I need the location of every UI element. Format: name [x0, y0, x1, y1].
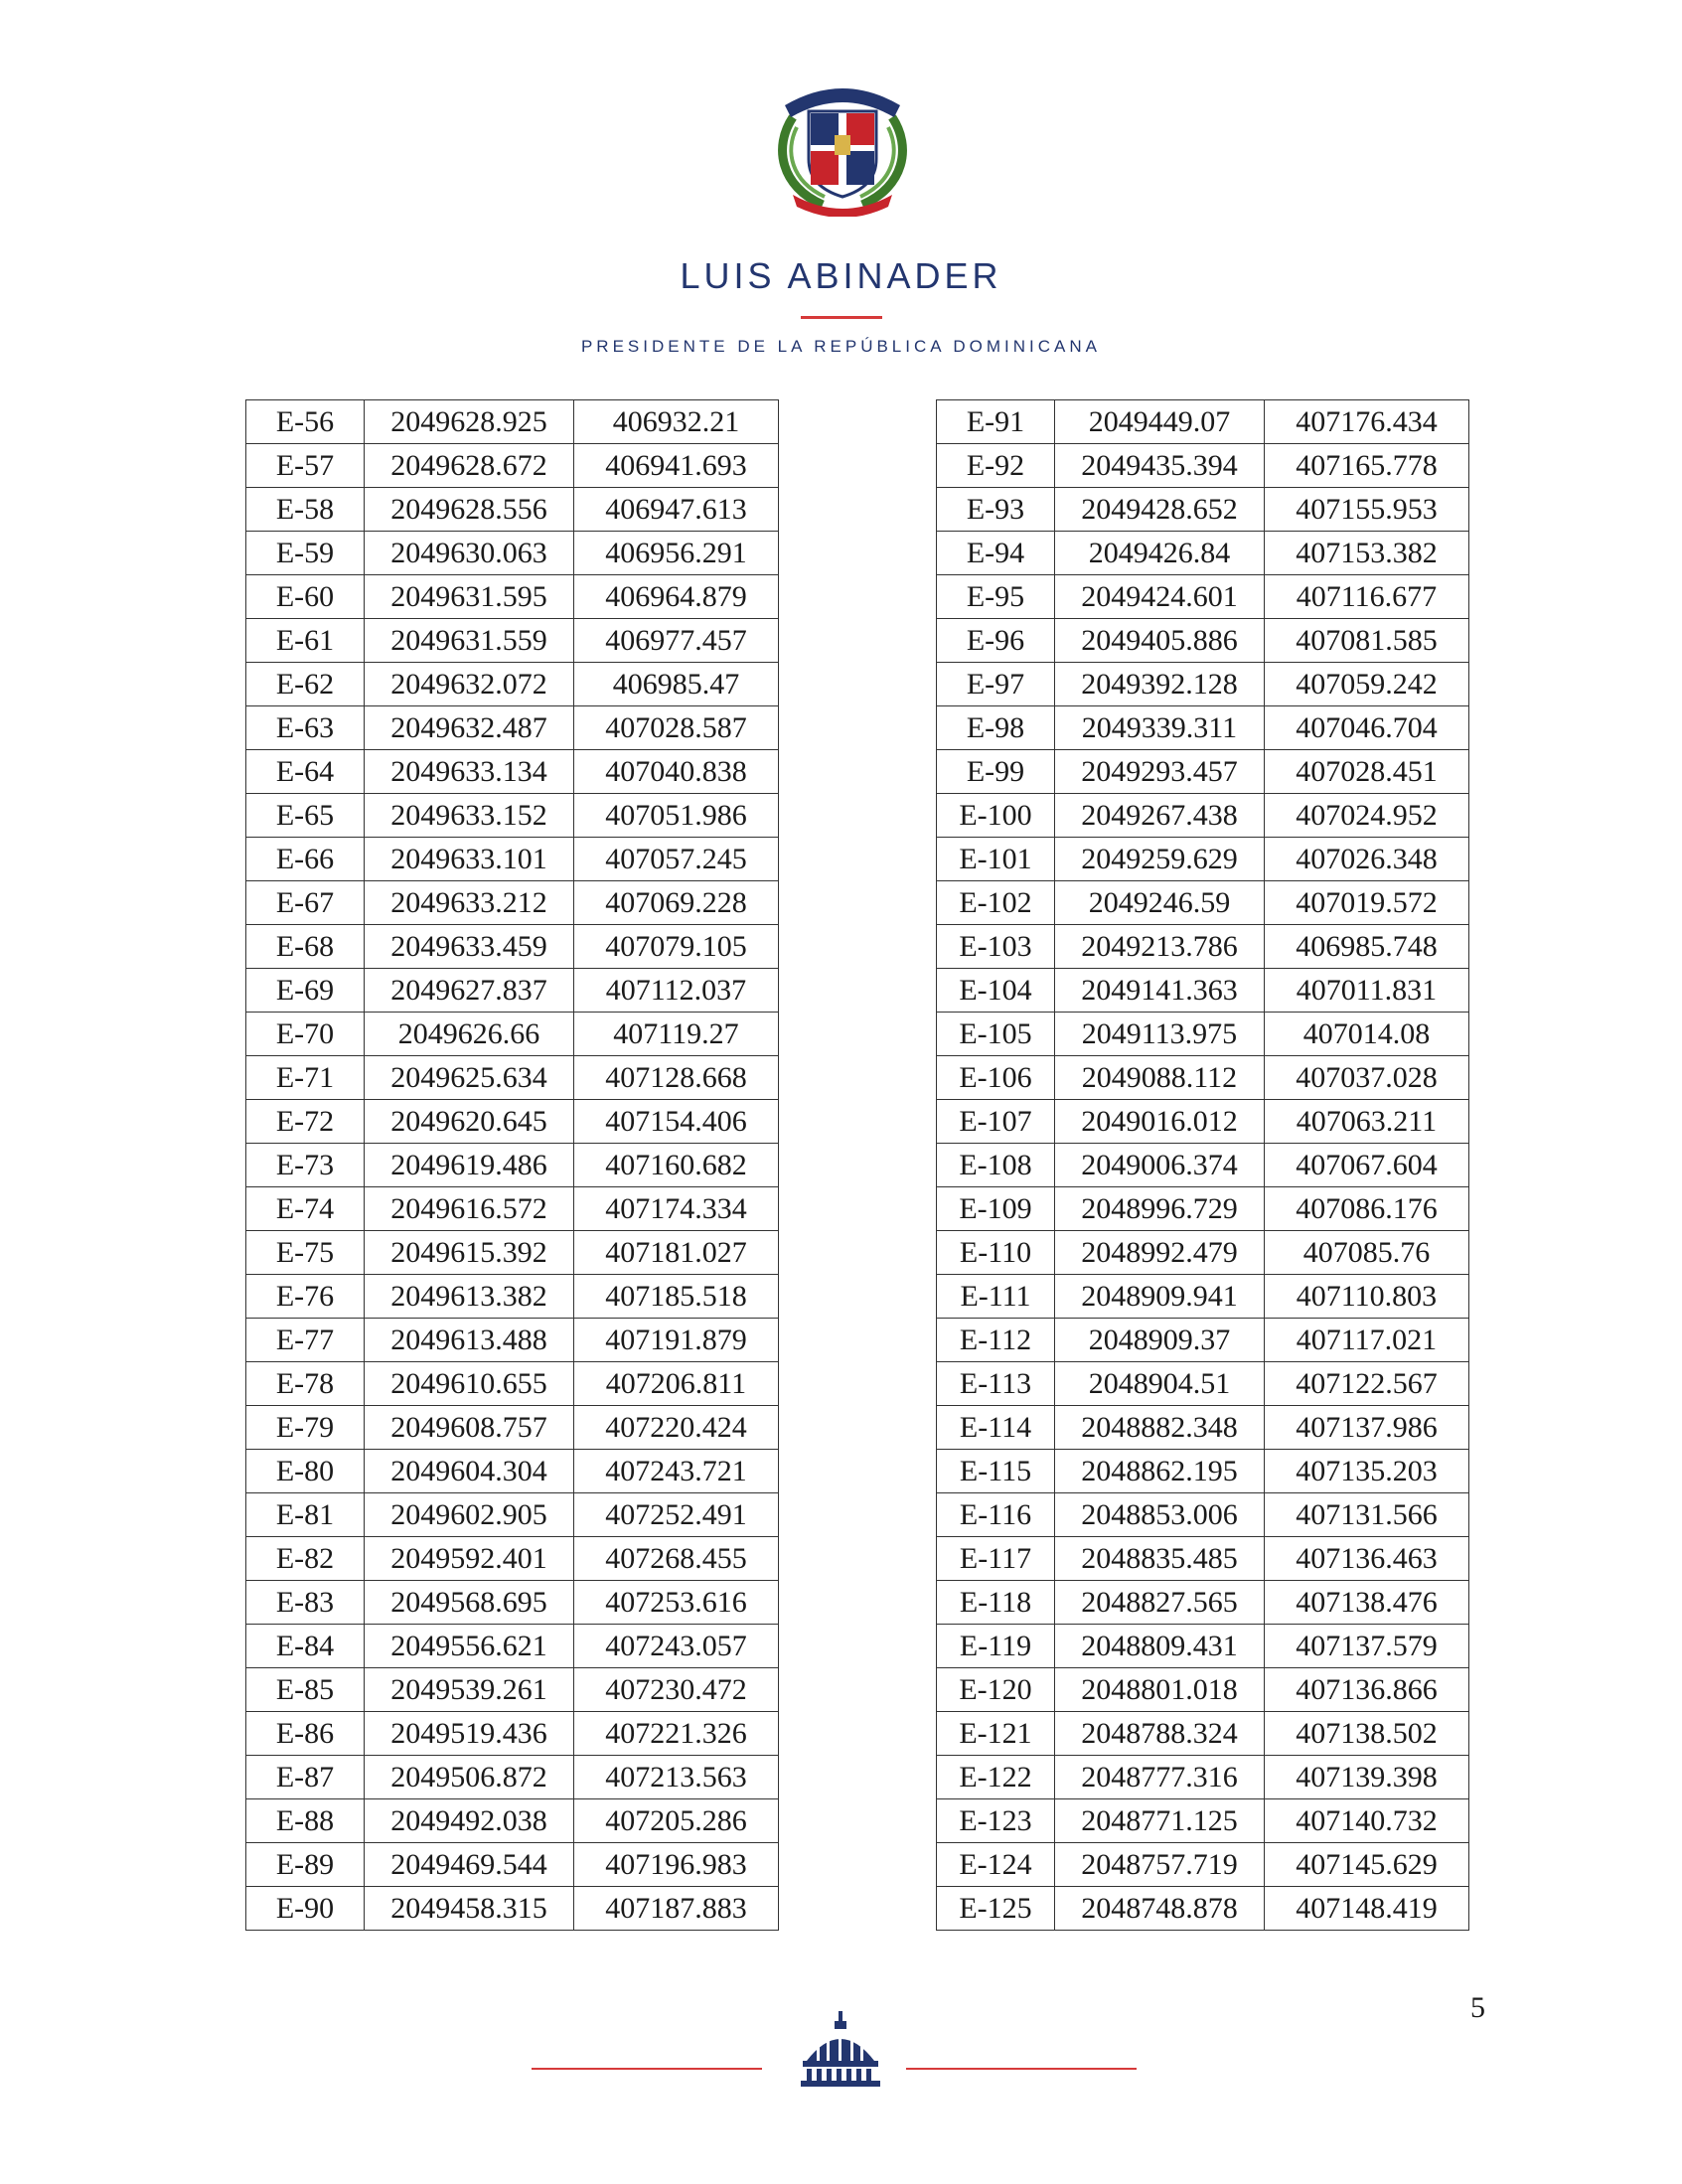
- northing-cell: 2049568.695: [365, 1581, 574, 1625]
- easting-cell: 407196.983: [574, 1843, 779, 1887]
- table-row: [246, 1799, 779, 1843]
- northing-cell: 2048801.018: [1055, 1668, 1265, 1712]
- table-row: [937, 750, 1469, 794]
- name-divider: [801, 316, 882, 319]
- point-id-cell: E-79: [246, 1406, 365, 1450]
- northing-cell: 2049016.012: [1055, 1100, 1265, 1144]
- northing-cell: 2049627.837: [365, 969, 574, 1013]
- easting-cell: 407243.057: [574, 1625, 779, 1668]
- table-row: [937, 400, 1469, 444]
- easting-cell: 407028.587: [574, 706, 779, 750]
- table-row: [937, 1843, 1469, 1887]
- northing-cell: 2049392.128: [1055, 663, 1265, 706]
- northing-cell: 2049293.457: [1055, 750, 1265, 794]
- easting-cell: 407024.952: [1265, 794, 1469, 838]
- easting-cell: 407069.228: [574, 881, 779, 925]
- point-id-cell: E-76: [246, 1275, 365, 1319]
- point-id-cell: E-120: [937, 1668, 1055, 1712]
- northing-cell: 2049267.438: [1055, 794, 1265, 838]
- table-row: [246, 1362, 779, 1406]
- point-id-cell: E-86: [246, 1712, 365, 1756]
- table-row: [246, 1625, 779, 1668]
- northing-cell: 2049615.392: [365, 1231, 574, 1275]
- point-id-cell: E-63: [246, 706, 365, 750]
- easting-cell: 407131.566: [1265, 1493, 1469, 1537]
- point-id-cell: E-107: [937, 1100, 1055, 1144]
- table-row: [937, 1319, 1469, 1362]
- northing-cell: 2049628.672: [365, 444, 574, 488]
- table-row: [246, 1144, 779, 1187]
- northing-cell: 2049620.645: [365, 1100, 574, 1144]
- easting-cell: 407122.567: [1265, 1362, 1469, 1406]
- easting-cell: 407160.682: [574, 1144, 779, 1187]
- easting-cell: 407137.579: [1265, 1625, 1469, 1668]
- table-row: [246, 838, 779, 881]
- easting-cell: 407243.721: [574, 1450, 779, 1493]
- point-id-cell: E-102: [937, 881, 1055, 925]
- northing-cell: 2048996.729: [1055, 1187, 1265, 1231]
- northing-cell: 2049604.304: [365, 1450, 574, 1493]
- point-id-cell: E-87: [246, 1756, 365, 1799]
- president-name: LUIS ABINADER: [680, 255, 1002, 296]
- table-row: [246, 1187, 779, 1231]
- point-id-cell: E-56: [246, 400, 365, 444]
- table-row: [937, 1187, 1469, 1231]
- table-row: [246, 1887, 779, 1931]
- table-row: [937, 1100, 1469, 1144]
- point-id-cell: E-125: [937, 1887, 1055, 1931]
- point-id-cell: E-109: [937, 1187, 1055, 1231]
- table-row: [246, 1668, 779, 1712]
- easting-cell: 407148.419: [1265, 1887, 1469, 1931]
- point-id-cell: E-113: [937, 1362, 1055, 1406]
- point-id-cell: E-121: [937, 1712, 1055, 1756]
- point-id-cell: E-100: [937, 794, 1055, 838]
- point-id-cell: E-81: [246, 1493, 365, 1537]
- easting-cell: 407137.986: [1265, 1406, 1469, 1450]
- point-id-cell: E-68: [246, 925, 365, 969]
- northing-cell: 2049469.544: [365, 1843, 574, 1887]
- table-row: [937, 1537, 1469, 1581]
- easting-cell: 407011.831: [1265, 969, 1469, 1013]
- easting-cell: 407140.732: [1265, 1799, 1469, 1843]
- table-row: [937, 1362, 1469, 1406]
- point-id-cell: E-80: [246, 1450, 365, 1493]
- point-id-cell: E-111: [937, 1275, 1055, 1319]
- table-row: [937, 532, 1469, 575]
- easting-cell: 407191.879: [574, 1319, 779, 1362]
- northing-cell: 2048788.324: [1055, 1712, 1265, 1756]
- table-row: [246, 1493, 779, 1537]
- point-id-cell: E-101: [937, 838, 1055, 881]
- point-id-cell: E-96: [937, 619, 1055, 663]
- easting-cell: 406932.21: [574, 400, 779, 444]
- table-row: [246, 575, 779, 619]
- table-row: [246, 794, 779, 838]
- northing-cell: 2049619.486: [365, 1144, 574, 1187]
- table-row: [246, 969, 779, 1013]
- point-id-cell: E-75: [246, 1231, 365, 1275]
- northing-cell: 2048909.941: [1055, 1275, 1265, 1319]
- table-row: [246, 881, 779, 925]
- point-id-cell: E-122: [937, 1756, 1055, 1799]
- easting-cell: 407040.838: [574, 750, 779, 794]
- northing-cell: 2049633.459: [365, 925, 574, 969]
- northing-cell: 2048904.51: [1055, 1362, 1265, 1406]
- easting-cell: 407026.348: [1265, 838, 1469, 881]
- northing-cell: 2049246.59: [1055, 881, 1265, 925]
- point-id-cell: E-84: [246, 1625, 365, 1668]
- northing-cell: 2049141.363: [1055, 969, 1265, 1013]
- easting-cell: 407110.803: [1265, 1275, 1469, 1319]
- easting-cell: 407067.604: [1265, 1144, 1469, 1187]
- footer-rule-left: [532, 2068, 762, 2070]
- table-row: [937, 1056, 1469, 1100]
- easting-cell: 407174.334: [574, 1187, 779, 1231]
- point-id-cell: E-98: [937, 706, 1055, 750]
- easting-cell: 407112.037: [574, 969, 779, 1013]
- northing-cell: 2048757.719: [1055, 1843, 1265, 1887]
- point-id-cell: E-83: [246, 1581, 365, 1625]
- easting-cell: 407019.572: [1265, 881, 1469, 925]
- table-row: [246, 1319, 779, 1362]
- easting-cell: 407119.27: [574, 1013, 779, 1056]
- easting-cell: 407085.76: [1265, 1231, 1469, 1275]
- palace-dome-icon: [795, 2011, 886, 2089]
- northing-cell: 2048992.479: [1055, 1231, 1265, 1275]
- coordinates-table-right: [936, 399, 1469, 1931]
- point-id-cell: E-116: [937, 1493, 1055, 1537]
- point-id-cell: E-110: [937, 1231, 1055, 1275]
- table-row: [246, 619, 779, 663]
- point-id-cell: E-123: [937, 1799, 1055, 1843]
- easting-cell: 407037.028: [1265, 1056, 1469, 1100]
- northing-cell: 2049428.652: [1055, 488, 1265, 532]
- table-row: [246, 706, 779, 750]
- point-id-cell: E-74: [246, 1187, 365, 1231]
- northing-cell: 2049405.886: [1055, 619, 1265, 663]
- point-id-cell: E-99: [937, 750, 1055, 794]
- point-id-cell: E-117: [937, 1537, 1055, 1581]
- northing-cell: 2049633.134: [365, 750, 574, 794]
- northing-cell: 2048809.431: [1055, 1625, 1265, 1668]
- table-row: [937, 1581, 1469, 1625]
- table-row: [246, 1056, 779, 1100]
- table-row: [246, 1581, 779, 1625]
- point-id-cell: E-112: [937, 1319, 1055, 1362]
- point-id-cell: E-103: [937, 925, 1055, 969]
- easting-cell: 406985.47: [574, 663, 779, 706]
- northing-cell: 2049006.374: [1055, 1144, 1265, 1187]
- easting-cell: 407165.778: [1265, 444, 1469, 488]
- table-row: [246, 1756, 779, 1799]
- northing-cell: 2049633.101: [365, 838, 574, 881]
- president-title: PRESIDENTE DE LA REPÚBLICA DOMINICANA: [580, 337, 1102, 356]
- northing-cell: 2048909.37: [1055, 1319, 1265, 1362]
- easting-cell: 407185.518: [574, 1275, 779, 1319]
- northing-cell: 2049626.66: [365, 1013, 574, 1056]
- northing-cell: 2049613.488: [365, 1319, 574, 1362]
- easting-cell: 407081.585: [1265, 619, 1469, 663]
- northing-cell: 2049632.487: [365, 706, 574, 750]
- table-row: [937, 575, 1469, 619]
- easting-cell: 406977.457: [574, 619, 779, 663]
- point-id-cell: E-57: [246, 444, 365, 488]
- easting-cell: 407139.398: [1265, 1756, 1469, 1799]
- point-id-cell: E-92: [937, 444, 1055, 488]
- point-id-cell: E-64: [246, 750, 365, 794]
- coat-of-arms-icon: [763, 78, 922, 217]
- table-row: [246, 488, 779, 532]
- table-row: [246, 1013, 779, 1056]
- point-id-cell: E-61: [246, 619, 365, 663]
- northing-cell: 2049426.84: [1055, 532, 1265, 575]
- easting-cell: 407153.382: [1265, 532, 1469, 575]
- northing-cell: 2049633.212: [365, 881, 574, 925]
- easting-cell: 407057.245: [574, 838, 779, 881]
- table-row: [246, 1450, 779, 1493]
- easting-cell: 406964.879: [574, 575, 779, 619]
- easting-cell: 407136.866: [1265, 1668, 1469, 1712]
- table-row: [937, 1450, 1469, 1493]
- table-row: [246, 400, 779, 444]
- table-row: [246, 925, 779, 969]
- easting-cell: 406947.613: [574, 488, 779, 532]
- northing-cell: 2049213.786: [1055, 925, 1265, 969]
- table-row: [937, 1406, 1469, 1450]
- table-row: [937, 619, 1469, 663]
- point-id-cell: E-115: [937, 1450, 1055, 1493]
- point-id-cell: E-58: [246, 488, 365, 532]
- northing-cell: 2049608.757: [365, 1406, 574, 1450]
- footer-rule-right: [906, 2068, 1137, 2070]
- northing-cell: 2048882.348: [1055, 1406, 1265, 1450]
- northing-cell: 2048777.316: [1055, 1756, 1265, 1799]
- northing-cell: 2049449.07: [1055, 400, 1265, 444]
- northing-cell: 2048771.125: [1055, 1799, 1265, 1843]
- northing-cell: 2049631.595: [365, 575, 574, 619]
- point-id-cell: E-82: [246, 1537, 365, 1581]
- northing-cell: 2049088.112: [1055, 1056, 1265, 1100]
- easting-cell: 407253.616: [574, 1581, 779, 1625]
- northing-cell: 2048835.485: [1055, 1537, 1265, 1581]
- point-id-cell: E-88: [246, 1799, 365, 1843]
- northing-cell: 2049339.311: [1055, 706, 1265, 750]
- easting-cell: 407051.986: [574, 794, 779, 838]
- table-row: [937, 488, 1469, 532]
- table-row: [937, 663, 1469, 706]
- northing-cell: 2049610.655: [365, 1362, 574, 1406]
- northing-cell: 2049556.621: [365, 1625, 574, 1668]
- table-row: [246, 1537, 779, 1581]
- northing-cell: 2049633.152: [365, 794, 574, 838]
- table-row: [937, 444, 1469, 488]
- northing-cell: 2049628.925: [365, 400, 574, 444]
- easting-cell: 407181.027: [574, 1231, 779, 1275]
- point-id-cell: E-94: [937, 532, 1055, 575]
- easting-cell: 407213.563: [574, 1756, 779, 1799]
- point-id-cell: E-85: [246, 1668, 365, 1712]
- table-row: [937, 1712, 1469, 1756]
- northing-cell: 2049458.315: [365, 1887, 574, 1931]
- easting-cell: 407138.476: [1265, 1581, 1469, 1625]
- table-row: [246, 1275, 779, 1319]
- point-id-cell: E-97: [937, 663, 1055, 706]
- easting-cell: 407059.242: [1265, 663, 1469, 706]
- easting-cell: 407205.286: [574, 1799, 779, 1843]
- easting-cell: 407136.463: [1265, 1537, 1469, 1581]
- northing-cell: 2049631.559: [365, 619, 574, 663]
- table-row: [246, 750, 779, 794]
- point-id-cell: E-59: [246, 532, 365, 575]
- table-row: [937, 1275, 1469, 1319]
- easting-cell: 407138.502: [1265, 1712, 1469, 1756]
- table-row: [937, 1756, 1469, 1799]
- northing-cell: 2049602.905: [365, 1493, 574, 1537]
- table-row: [246, 444, 779, 488]
- northing-cell: 2048862.195: [1055, 1450, 1265, 1493]
- point-id-cell: E-106: [937, 1056, 1055, 1100]
- easting-cell: 407176.434: [1265, 400, 1469, 444]
- easting-cell: 407187.883: [574, 1887, 779, 1931]
- northing-cell: 2048853.006: [1055, 1493, 1265, 1537]
- point-id-cell: E-66: [246, 838, 365, 881]
- easting-cell: 407046.704: [1265, 706, 1469, 750]
- northing-cell: 2049506.872: [365, 1756, 574, 1799]
- point-id-cell: E-91: [937, 400, 1055, 444]
- northing-cell: 2049628.556: [365, 488, 574, 532]
- point-id-cell: E-114: [937, 1406, 1055, 1450]
- page-number: 5: [1470, 1991, 1485, 2024]
- point-id-cell: E-95: [937, 575, 1055, 619]
- easting-cell: 406985.748: [1265, 925, 1469, 969]
- northing-cell: 2049630.063: [365, 532, 574, 575]
- table-row: [937, 1625, 1469, 1668]
- point-id-cell: E-78: [246, 1362, 365, 1406]
- point-id-cell: E-108: [937, 1144, 1055, 1187]
- easting-cell: 407079.105: [574, 925, 779, 969]
- table-row: [937, 1231, 1469, 1275]
- easting-cell: 407220.424: [574, 1406, 779, 1450]
- point-id-cell: E-104: [937, 969, 1055, 1013]
- table-row: [937, 1668, 1469, 1712]
- point-id-cell: E-90: [246, 1887, 365, 1931]
- point-id-cell: E-119: [937, 1625, 1055, 1668]
- table-row: [937, 969, 1469, 1013]
- easting-cell: 407128.668: [574, 1056, 779, 1100]
- easting-cell: 407206.811: [574, 1362, 779, 1406]
- table-row: [246, 1231, 779, 1275]
- table-row: [937, 925, 1469, 969]
- point-id-cell: E-67: [246, 881, 365, 925]
- point-id-cell: E-105: [937, 1013, 1055, 1056]
- point-id-cell: E-124: [937, 1843, 1055, 1887]
- table-row: [937, 1144, 1469, 1187]
- table-row: [937, 1799, 1469, 1843]
- northing-cell: 2049492.038: [365, 1799, 574, 1843]
- northing-cell: 2049435.394: [1055, 444, 1265, 488]
- point-id-cell: E-70: [246, 1013, 365, 1056]
- point-id-cell: E-73: [246, 1144, 365, 1187]
- table-row: [246, 1712, 779, 1756]
- table-row: [937, 1493, 1469, 1537]
- point-id-cell: E-93: [937, 488, 1055, 532]
- table-row: [937, 706, 1469, 750]
- table-row: [937, 1887, 1469, 1931]
- table-row: [246, 1100, 779, 1144]
- northing-cell: 2049616.572: [365, 1187, 574, 1231]
- easting-cell: 407145.629: [1265, 1843, 1469, 1887]
- northing-cell: 2048748.878: [1055, 1887, 1265, 1931]
- northing-cell: 2049424.601: [1055, 575, 1265, 619]
- table-row: [246, 532, 779, 575]
- northing-cell: 2049632.072: [365, 663, 574, 706]
- point-id-cell: E-72: [246, 1100, 365, 1144]
- point-id-cell: E-69: [246, 969, 365, 1013]
- easting-cell: 406941.693: [574, 444, 779, 488]
- easting-cell: 407086.176: [1265, 1187, 1469, 1231]
- easting-cell: 407155.953: [1265, 488, 1469, 532]
- easting-cell: 407230.472: [574, 1668, 779, 1712]
- easting-cell: 407268.455: [574, 1537, 779, 1581]
- northing-cell: 2049592.401: [365, 1537, 574, 1581]
- table-row: [246, 1406, 779, 1450]
- table-row: [246, 663, 779, 706]
- easting-cell: 407135.203: [1265, 1450, 1469, 1493]
- northing-cell: 2049539.261: [365, 1668, 574, 1712]
- easting-cell: 407014.08: [1265, 1013, 1469, 1056]
- point-id-cell: E-118: [937, 1581, 1055, 1625]
- easting-cell: 407116.677: [1265, 575, 1469, 619]
- point-id-cell: E-65: [246, 794, 365, 838]
- coordinates-table-left: [245, 399, 779, 1931]
- point-id-cell: E-77: [246, 1319, 365, 1362]
- northing-cell: 2049259.629: [1055, 838, 1265, 881]
- point-id-cell: E-60: [246, 575, 365, 619]
- easting-cell: 407221.326: [574, 1712, 779, 1756]
- easting-cell: 407252.491: [574, 1493, 779, 1537]
- northing-cell: 2048827.565: [1055, 1581, 1265, 1625]
- point-id-cell: E-62: [246, 663, 365, 706]
- point-id-cell: E-71: [246, 1056, 365, 1100]
- easting-cell: 407117.021: [1265, 1319, 1469, 1362]
- table-row: [937, 1013, 1469, 1056]
- easting-cell: 407154.406: [574, 1100, 779, 1144]
- easting-cell: 407028.451: [1265, 750, 1469, 794]
- northing-cell: 2049113.975: [1055, 1013, 1265, 1056]
- northing-cell: 2049613.382: [365, 1275, 574, 1319]
- easting-cell: 406956.291: [574, 532, 779, 575]
- northing-cell: 2049519.436: [365, 1712, 574, 1756]
- easting-cell: 407063.211: [1265, 1100, 1469, 1144]
- point-id-cell: E-89: [246, 1843, 365, 1887]
- table-row: [937, 838, 1469, 881]
- table-row: [937, 794, 1469, 838]
- table-row: [246, 1843, 779, 1887]
- northing-cell: 2049625.634: [365, 1056, 574, 1100]
- table-row: [937, 881, 1469, 925]
